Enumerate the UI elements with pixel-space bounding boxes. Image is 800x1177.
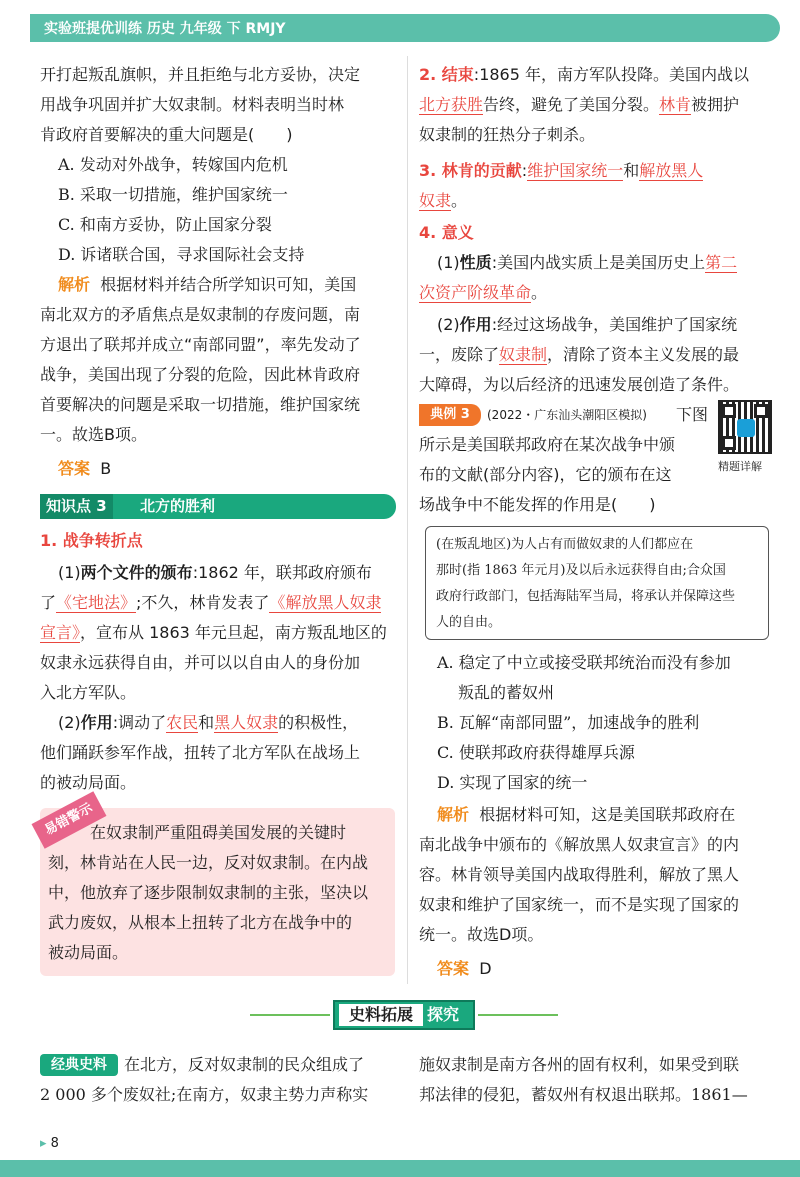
analysis-label: 解析	[437, 805, 470, 824]
section-banner	[333, 1000, 475, 1030]
play-icon	[737, 419, 755, 437]
banner-highlight: 探究	[427, 1005, 460, 1024]
section-heading: 3. 林肯的贡献	[419, 161, 522, 180]
text-line: 入北方军队。	[40, 683, 137, 702]
text-line: 的被动局面。	[40, 773, 137, 792]
analysis-line: 南北战争中颁布的《解放黑人奴隶宣言》的内	[419, 835, 740, 854]
analysis-line: 首要解决的问题是采取一切措施，维护国家统	[40, 395, 361, 414]
text: ;不久，林肯发表了	[136, 593, 270, 612]
divider-right	[478, 1014, 558, 1016]
divider-left	[250, 1014, 330, 1016]
option-a: A. 稳定了中立或接受联邦统治而没有参加	[437, 653, 731, 672]
answer-label: 答案	[437, 959, 470, 978]
text: :1862 年，联邦政府颁布	[192, 563, 372, 582]
option-d: D. 诉诸联合国，寻求国际社会支持	[58, 245, 305, 264]
text: 。	[531, 283, 548, 302]
text: 告终，避免了美国分裂。	[483, 95, 660, 114]
text: ，宣布从 1863 年元旦起，南方叛乱地区的	[80, 623, 387, 642]
qr-code-icon[interactable]	[718, 400, 772, 454]
text: :经过这场战争，美国维护了国家统	[491, 315, 738, 334]
text: :	[521, 161, 528, 180]
text-line: 布的文献(部分内容)，它的颁布在这	[419, 465, 672, 484]
analysis-line: 统一。故选D项。	[419, 925, 544, 944]
text: 的积极性，	[278, 713, 359, 732]
keyword-emancipation-cont: 宣言》	[40, 623, 81, 642]
keyword-slavery: 奴隶制	[499, 345, 548, 364]
analysis-line: 南北双方的矛盾焦点是奴隶制的存废问题，南	[40, 305, 361, 324]
analysis-line: 方退出了联邦并成立“南部同盟”，率先发动了	[40, 335, 361, 354]
section-heading: 1. 战争转折点	[40, 531, 143, 550]
keyword-north-wins: 北方获胜	[419, 95, 484, 114]
example-tag: 典例 3	[419, 404, 481, 426]
knowledge-point-tag: 知识点 3	[40, 494, 113, 519]
text-line: 奴隶永远获得自由，并可以以自由人的身份加	[40, 653, 361, 672]
page-number: 8	[50, 1136, 59, 1151]
item-number: (2)	[58, 713, 81, 732]
section-heading: 4. 意义	[419, 223, 474, 242]
option-c: C. 使联邦政府获得雄厚兵源	[437, 743, 635, 762]
item-number: (1)	[58, 563, 81, 582]
text-line: 大障碍，为以后经济的迅速发展创造了条件。	[419, 375, 740, 394]
source-line: 那时(指 1863 年元月)及以后永远获得自由;合众国	[436, 563, 726, 578]
option-d: D. 实现了国家的统一	[437, 773, 588, 792]
footer-bar	[0, 1160, 800, 1177]
item-heading: 性质	[459, 253, 492, 272]
analysis-line: 根据材料并结合所学知识可知，美国	[100, 275, 357, 294]
header-title: 实验班提优训练 历史 九年级 下 RMJY	[44, 21, 286, 37]
answer-label: 答案	[58, 459, 91, 478]
source-line: (在叛乱地区)为人占有而做奴隶的人们都应在	[436, 537, 694, 552]
answer-value: D	[479, 959, 492, 978]
text: :美国内战实质上是美国历史上	[491, 253, 706, 272]
knowledge-point-bar	[40, 494, 396, 519]
text-line: 所示是美国联邦政府在某次战争中颁	[419, 435, 676, 454]
option-b: B. 采取一切措施，维护国家统一	[58, 185, 288, 204]
keyword-lincoln: 林肯	[659, 95, 692, 114]
analysis-line: 根据材料可知，这是美国联邦政府在	[479, 805, 736, 824]
warning-line: 刻，林肯站在人民一边，反对奴隶制。在内战	[48, 853, 369, 872]
analysis-line: 一。故选B项。	[40, 425, 147, 444]
text: 和	[198, 713, 215, 732]
answer-value: B	[100, 459, 112, 478]
text-line: 2 000 多个废奴社;在南方，奴隶主势力声称实	[40, 1085, 369, 1104]
knowledge-point-title: 北方的胜利	[140, 497, 216, 515]
text: 被拥护	[691, 95, 740, 114]
text: 了	[40, 593, 57, 612]
item-heading: 作用	[80, 713, 113, 732]
keyword-emancipation: 《解放黑人奴隶	[269, 593, 382, 612]
option-b: B. 瓦解“南部同盟”，加速战争的胜利	[437, 713, 700, 732]
keyword-unity: 维护国家统一	[527, 161, 624, 180]
text-line: 奴隶制的狂热分子刺杀。	[419, 125, 596, 144]
analysis-line: 战争，美国出现了分裂的危险，因此林肯政府	[40, 365, 361, 384]
question-line: 开打起叛乱旗帜，并且拒绝与北方妥协，决定	[40, 65, 361, 84]
section-heading: 2. 结束	[419, 65, 474, 84]
keyword-farmers: 农民	[166, 713, 199, 732]
header-bar	[30, 14, 780, 42]
option-c: C. 和南方妥协，防止国家分裂	[58, 215, 272, 234]
text-line: 邦法律的侵犯，蓄奴州有权退出联邦。1861—	[419, 1085, 748, 1104]
item-number: (1)	[437, 253, 460, 272]
warning-line: 在奴隶制严重阻碍美国发展的关键时	[90, 823, 347, 842]
keyword-revolution: 第二	[705, 253, 738, 272]
text: :1865 年，南方军队投降。美国内战以	[473, 65, 749, 84]
example-source: (2022・广东汕头潮阳区模拟)	[487, 408, 647, 422]
text: 一，废除了	[419, 345, 500, 364]
text: ，清除了资本主义发展的最	[547, 345, 740, 364]
warning-line: 被动局面。	[48, 943, 129, 962]
text: 和	[623, 161, 640, 180]
warning-line: 武力废奴，从根本上扭转了北方在战争中的	[48, 913, 353, 932]
banner-text: 史料拓展	[339, 1004, 423, 1026]
keyword-slaves: 黑人奴隶	[214, 713, 279, 732]
column-divider	[407, 56, 408, 984]
analysis-line: 奴隶和维护了国家统一，而不是实现了国家的	[419, 895, 740, 914]
text-line: 在北方，反对奴隶制的民众组成了	[124, 1055, 365, 1074]
text: :调动了	[112, 713, 167, 732]
source-line: 政府行政部门，包括海陆军当局，将承认并保障这些	[436, 589, 736, 604]
item-heading: 作用	[459, 315, 492, 334]
item-heading: 两个文件的颁布	[80, 563, 193, 582]
qr-label: 精题详解	[718, 460, 762, 473]
text-line: 场战争中不能发挥的作用是( )	[419, 495, 656, 514]
question-line: 肯政府首要解决的重大问题是( )	[40, 125, 293, 144]
text-line: 他们踊跃参军作战，扭转了北方军队在战场上	[40, 743, 361, 762]
analysis-label: 解析	[58, 275, 91, 294]
warning-line: 中，他放弃了逐步限制奴隶制的主张，坚决以	[48, 883, 369, 902]
item-number: (2)	[437, 315, 460, 334]
keyword-liberation-cont: 奴隶	[419, 191, 452, 210]
analysis-line: 容。林肯领导美国内战取得胜利，解放了黑人	[419, 865, 740, 884]
keyword-homestead-act: 《宅地法》	[56, 593, 137, 612]
source-line: 人的自由。	[436, 615, 502, 630]
text: 。	[451, 191, 468, 210]
classic-source-tag: 经典史料	[40, 1054, 118, 1076]
keyword-liberation: 解放黑人	[639, 161, 704, 180]
text: 下图	[676, 405, 709, 424]
warning-tag: 易错警示	[32, 791, 107, 849]
keyword-revolution-cont: 次资产阶级革命	[419, 283, 532, 302]
question-line: 用战争巩固并扩大奴隶制。材料表明当时林	[40, 95, 345, 114]
option-a: A. 发动对外战争，转嫁国内危机	[58, 155, 288, 174]
text-line: 施奴隶制是南方各州的固有权利，如果受到联	[419, 1055, 740, 1074]
option-a-cont: 叛乱的蓄奴州	[458, 683, 555, 702]
